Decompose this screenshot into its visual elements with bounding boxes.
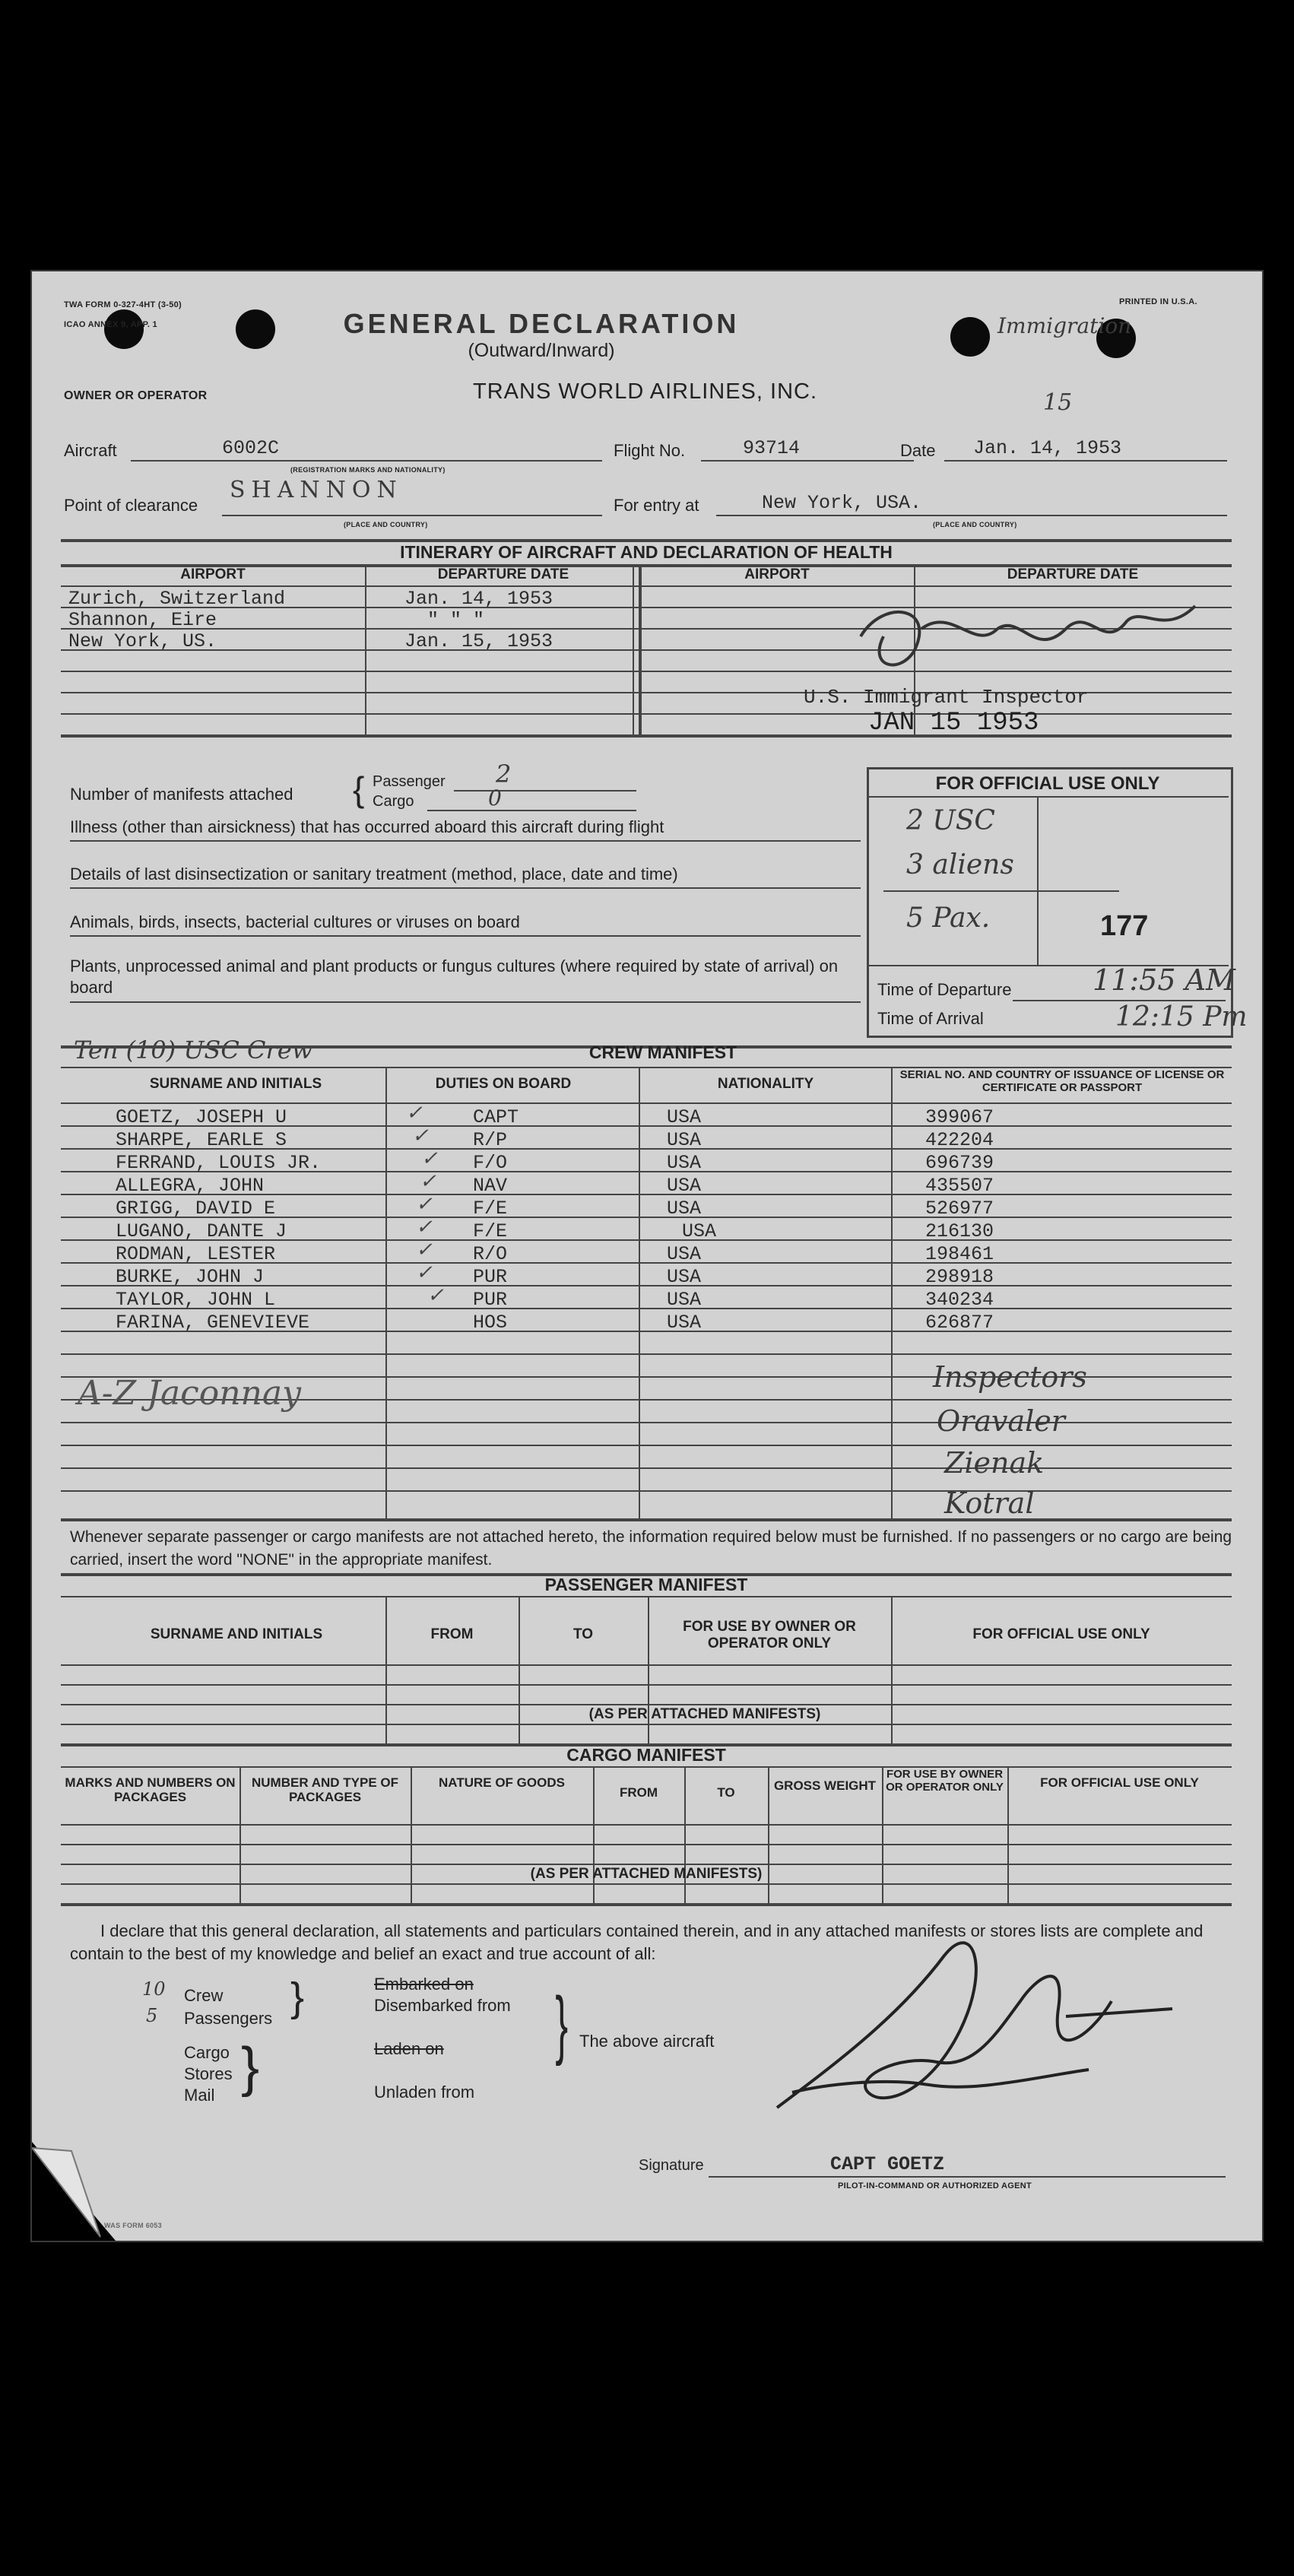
crew-count: 10: [142, 1978, 166, 2000]
flight-value: 93714: [743, 437, 801, 459]
footer-form: WAS FORM 6053: [104, 2222, 162, 2229]
crew-name-1: GOETZ, JOSEPH U: [116, 1106, 287, 1128]
owner-name: TRANS WORLD AIRLINES, INC.: [473, 379, 818, 404]
laden-label: Laden on: [374, 2039, 444, 2058]
crew-duty-6: F/E: [473, 1220, 508, 1242]
folded-corner: [32, 2142, 116, 2241]
official-note-aliens: 3 aliens: [906, 849, 1014, 880]
passenger-manifest-count: 2: [496, 760, 512, 788]
crew-nationality-8: USA: [667, 1266, 702, 1288]
crew-duty-10: HOS: [473, 1312, 508, 1334]
passenger-label: Passenger: [373, 773, 446, 790]
goods-brace: }: [241, 2037, 260, 2098]
crew-serial-10: 626877: [925, 1312, 994, 1334]
form-title: GENERAL DECLARATION: [343, 308, 740, 339]
crew-duty-2: R/P: [473, 1129, 508, 1151]
crew-serial-3: 696739: [925, 1152, 994, 1174]
entry-label: For entry at: [614, 496, 699, 515]
clearance-caption: (PLACE AND COUNTRY): [344, 521, 428, 528]
itinerary-date-3: Jan. 15, 1953: [404, 630, 553, 652]
form-subtitle: (Outward/Inward): [468, 340, 615, 361]
crew-serial-9: 340234: [925, 1289, 994, 1311]
manifests-label: Number of manifests attached: [70, 785, 293, 804]
pax-to-header: TO: [572, 1626, 594, 1642]
crew-name-3: FERRAND, LOUIS JR.: [116, 1152, 322, 1174]
inspector-signature: [838, 591, 1203, 682]
arrival-time-label: Time of Arrival: [877, 1009, 984, 1028]
clearance-label: Point of clearance: [64, 496, 198, 515]
unladen-label: Unladen from: [374, 2083, 475, 2102]
signer-name: CAPT GOETZ: [830, 2153, 945, 2175]
persons-brace: }: [290, 1975, 305, 2020]
aircraft-value: 6002C: [222, 437, 280, 459]
cargo-manifest-count: 0: [488, 785, 502, 811]
check-mark: ✓: [412, 1125, 429, 1147]
pax-official-header: FOR OFFICIAL USE ONLY: [972, 1626, 1150, 1642]
crew-serial-8: 298918: [925, 1266, 994, 1288]
cargo-number-header: NUMBER AND TYPE OF PACKAGES: [252, 1775, 398, 1804]
inspection-stamp-date: JAN 15 1953: [868, 709, 1039, 738]
date-value: Jan. 14, 1953: [973, 437, 1122, 459]
crew-nationality-5: USA: [667, 1198, 702, 1220]
crew-duty-7: R/O: [473, 1243, 508, 1265]
declaration-text: I declare that this general declaration, all statements and particulars contained therein, and in any attached manifests or stores lists are complete and contain to the best of my knowledge and belief an exact and true account of all:: [70, 1921, 1204, 1963]
itinerary-date-1: Jan. 14, 1953: [404, 588, 553, 610]
mail-declaration-label: Mail: [184, 2086, 215, 2105]
crew-nationality-1: USA: [667, 1106, 702, 1128]
cargo-declaration-label: Cargo: [184, 2043, 230, 2062]
official-note-pax: 5 Pax.: [906, 903, 991, 934]
inspector-sign-3: Zienak: [944, 1446, 1045, 1480]
cargo-owner-header: FOR USE BY OWNER OR OPERATOR ONLY: [886, 1768, 1004, 1794]
itinerary-airport-2: Shannon, Eire: [68, 609, 217, 631]
inspector-sign-1: Inspectors: [933, 1360, 1087, 1394]
date-correction: 15: [1043, 389, 1073, 416]
check-mark: ✓: [416, 1239, 433, 1261]
check-mark: ✓: [416, 1261, 433, 1284]
inspector-sign-2: Oravaler: [937, 1404, 1065, 1438]
crew-serial-1: 399067: [925, 1106, 994, 1128]
itinerary-airport-1: Zurich, Switzerland: [68, 588, 286, 610]
crew-nationality-header: NATIONALITY: [717, 1076, 814, 1092]
punch-hole: [236, 309, 275, 349]
crew-nationality-9: USA: [667, 1289, 702, 1311]
aircraft-caption: (REGISTRATION MARKS AND NATIONALITY): [290, 466, 446, 474]
owner-label: OWNER OR OPERATOR: [64, 389, 208, 402]
crew-serial-7: 198461: [925, 1243, 994, 1265]
cargo-nature-header: NATURE OF GOODS: [439, 1775, 565, 1790]
crew-nationality-7: USA: [667, 1243, 702, 1265]
crew-nationality-3: USA: [667, 1152, 702, 1174]
cargo-from-header: FROM: [619, 1785, 658, 1800]
entry-value: New York, USA.: [762, 492, 922, 514]
punch-hole: [950, 317, 990, 357]
check-mark: ✓: [406, 1102, 423, 1125]
stores-declaration-label: Stores: [184, 2064, 233, 2083]
flight-label: Flight No.: [614, 441, 686, 460]
crew-duty-4: NAV: [473, 1175, 508, 1197]
itinerary-departure-header: DEPARTURE DATE: [437, 566, 569, 582]
crew-serial-2: 422204: [925, 1129, 994, 1151]
official-use-title: FOR OFFICIAL USE ONLY: [935, 773, 1160, 794]
manifest-notice: Whenever separate passenger or cargo manifests are not attached hereto, the information required below must be furnished. If no passengers or no cargo are being carried, insert the word "NONE" in the appropriate manifest.: [70, 1528, 1232, 1569]
itinerary-departure-header-2: DEPARTURE DATE: [1007, 566, 1139, 582]
inspector-caption: U.S. Immigrant Inspector: [804, 686, 1089, 709]
departure-time-value: 11:55 AM: [1093, 963, 1235, 997]
crew-serial-6: 216130: [925, 1220, 994, 1242]
crew-name-7: RODMAN, LESTER: [116, 1243, 276, 1265]
captain-signature: [747, 1910, 1203, 2138]
printed-note: PRINTED IN U.S.A.: [1119, 297, 1197, 306]
crew-name-4: ALLEGRA, JOHN: [116, 1175, 265, 1197]
crew-duties-header: DUTIES ON BOARD: [435, 1076, 572, 1092]
passengers-declaration-label: Passengers: [184, 2009, 273, 2028]
animals-question: Animals, birds, insects, bacterial cultures or viruses on board: [70, 912, 520, 931]
itinerary-title: ITINERARY OF AIRCRAFT AND DECLARATION OF HEALTH: [400, 542, 893, 562]
form-id: TWA FORM 0-327-4HT (3-50): [64, 300, 182, 309]
declaration-sheet: [32, 271, 1262, 2241]
date-label: Date: [900, 441, 936, 460]
itinerary-airport-3: New York, US.: [68, 630, 217, 652]
cargo-weight-header: GROSS WEIGHT: [773, 1778, 877, 1793]
crew-table-rule: [61, 1490, 1232, 1492]
check-mark: ✓: [421, 1147, 438, 1170]
embarked-label: Embarked on: [374, 1975, 474, 1994]
itinerary-airport-header-2: AIRPORT: [744, 566, 810, 582]
crew-table-rule: [61, 1467, 1232, 1469]
plants-question: Plants, unprocessed animal and plant products or fungus cultures (where required by state of arrival) on board: [70, 956, 839, 997]
crew-duty-8: PUR: [473, 1266, 508, 1288]
crew-duty-9: PUR: [473, 1289, 508, 1311]
disinsectization-question: Details of last disinsectization or sanitary treatment (method, place, date and time): [70, 864, 678, 884]
crew-name-2: SHARPE, EARLE S: [116, 1129, 287, 1151]
crew-table-rule: [61, 1445, 1232, 1446]
check-mark: ✓: [427, 1284, 444, 1307]
crew-manifest-title: CREW MANIFEST: [588, 1042, 737, 1062]
passenger-count: 5: [146, 2005, 158, 2026]
cargo-attached-note: (AS PER ATTACHED MANIFESTS): [530, 1866, 763, 1882]
crew-table-rule: [61, 1353, 1232, 1355]
crew-duty-5: F/E: [473, 1198, 508, 1220]
crew-annotation: Ten (10) USC Crew: [74, 1036, 313, 1064]
aircraft-brace: }: [555, 1981, 569, 2067]
official-note-usc: 2 USC: [906, 805, 995, 836]
crew-nationality-2: USA: [667, 1129, 702, 1151]
form-ref: ICAO ANNEX 9, APP. 1: [64, 320, 157, 329]
crew-name-9: TAYLOR, JOHN L: [116, 1289, 276, 1311]
cargo-marks-header: MARKS AND NUMBERS ON PACKAGES: [65, 1775, 236, 1804]
entry-caption: (PLACE AND COUNTRY): [933, 521, 1017, 528]
signature-label: Signature: [639, 2157, 704, 2174]
check-mark: ✓: [416, 1193, 433, 1216]
illness-question: Illness (other than airsickness) that has occurred aboard this aircraft during flight: [70, 817, 664, 836]
crew-name-6: LUGANO, DANTE J: [116, 1220, 287, 1242]
arrival-time-value: 12:15 Pm: [1115, 1001, 1248, 1033]
check-mark: ✓: [416, 1216, 433, 1239]
manifests-brace: {: [353, 769, 365, 809]
itinerary-date-2: " " ": [427, 609, 485, 631]
crew-name-header: SURNAME AND INITIALS: [149, 1076, 322, 1092]
crew-name-8: BURKE, JOHN J: [116, 1266, 265, 1288]
pax-from-header: FROM: [430, 1626, 474, 1642]
official-number: 177: [1100, 910, 1149, 942]
cargo-official-header: FOR OFFICIAL USE ONLY: [1040, 1775, 1199, 1790]
cargo-manifest-title: CARGO MANIFEST: [566, 1745, 726, 1765]
crew-serial-5: 526977: [925, 1198, 994, 1220]
pax-name-header: SURNAME AND INITIALS: [150, 1626, 323, 1642]
disembarked-label: Disembarked from: [374, 1996, 511, 2015]
clearance-value: SHANNON: [230, 477, 403, 503]
crew-serial-4: 435507: [925, 1175, 994, 1197]
crew-name-5: GRIGG, DAVID E: [116, 1198, 276, 1220]
crew-nationality-6: USA: [682, 1220, 717, 1242]
crew-nationality-4: USA: [667, 1175, 702, 1197]
crew-duty-1: CAPT: [473, 1106, 519, 1128]
itinerary-airport-header: AIRPORT: [180, 566, 246, 582]
cargo-label: Cargo: [373, 793, 414, 810]
passenger-manifest-title: PASSENGER MANIFEST: [544, 1575, 748, 1594]
departure-time-label: Time of Departure: [877, 980, 1012, 999]
above-aircraft-label: The above aircraft: [579, 2032, 715, 2051]
crew-declaration-label: Crew: [184, 1986, 224, 2005]
aircraft-label: Aircraft: [64, 441, 117, 460]
pax-owner-header: FOR USE BY OWNER OR OPERATOR ONLY: [683, 1619, 856, 1651]
pax-attached-note: (AS PER ATTACHED MANIFESTS): [588, 1706, 821, 1722]
crew-nationality-10: USA: [667, 1312, 702, 1334]
punch-hole: [104, 309, 144, 349]
cargo-to-header: TO: [717, 1785, 735, 1800]
immigration-note: Immigration: [997, 313, 1132, 338]
inspector-sign-4: Kotral: [944, 1486, 1035, 1520]
signer-caption: PILOT-IN-COMMAND OR AUTHORIZED AGENT: [838, 2181, 1032, 2191]
check-mark: ✓: [420, 1170, 436, 1193]
crew-serial-header: SERIAL NO. AND COUNTRY OF ISSUANCE OF LICENSE OR CERTIFICATE OR PASSPORT: [899, 1068, 1225, 1094]
crew-duty-3: F/O: [473, 1152, 508, 1174]
crew-name-10: FARINA, GENEVIEVE: [116, 1312, 310, 1334]
crew-hand-note: A-Z Jaconnay: [78, 1374, 301, 1413]
